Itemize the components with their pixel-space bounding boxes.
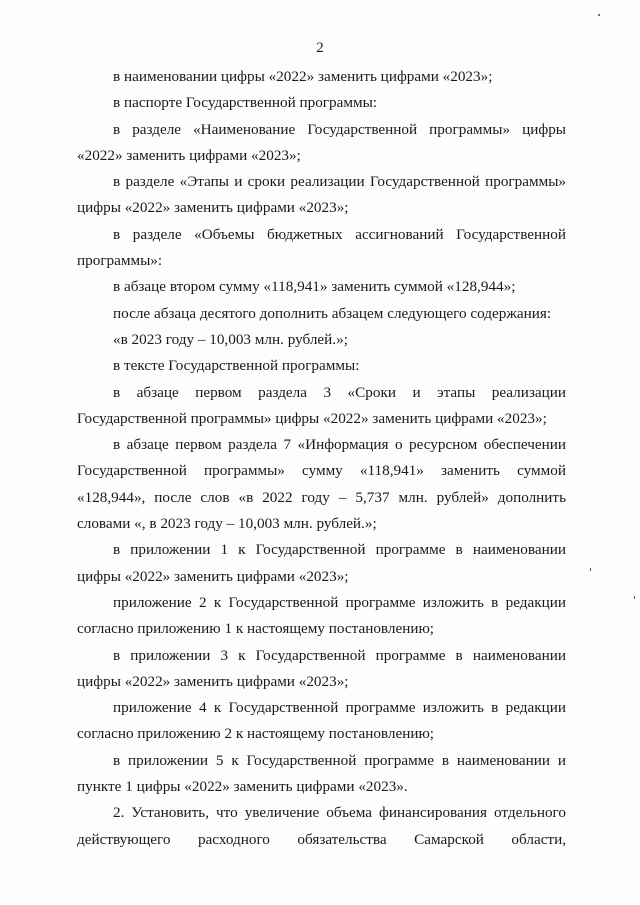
paragraph-4: в разделе «Этапы и сроки реализации Государственной программы» цифры «2022» заменить цифрами «2023»; — [77, 173, 566, 217]
paragraph-16: в приложении 5 к Государственной программе в наименовании и пункте 1 цифры «2022» заменить цифрами «2023». — [77, 751, 566, 796]
paragraph-1: в наименовании цифры «2022» заменить цифрами «2023»; — [113, 68, 493, 85]
scan-speck — [590, 568, 591, 571]
paragraph-15: приложение 4 к Государственной программе изложить в редакции согласно приложению 2 к настоящему постановлению; — [77, 699, 566, 743]
paragraph-12: в приложении 1 к Государственной программе в наименовании цифры «2022» заменить цифрами «2023»; — [77, 541, 566, 585]
paragraph-11: в абзаце первом раздела 7 «Информация о ресурсном обеспечении Государственной программы» сумму «118,941» заменить суммой «128,944», после слов «в 2022 году – 5,737 млн. рублей» дополнить словами «, в 2023 году – 10,003 млн. рублей.»; — [77, 436, 566, 533]
paragraph-9: в тексте Государственной программы: — [113, 357, 360, 375]
paragraph-17: 2. Установить, что увеличение объема финансирования отдельного действующего расходного обязательства Самарской области, — [77, 804, 566, 848]
paragraph-14: в приложении 3 к Государственной программе в наименовании цифры «2022» заменить цифрами «2023»; — [77, 646, 566, 690]
page-number: 2 — [316, 40, 324, 56]
scan-speck — [598, 14, 600, 16]
scan-speck — [634, 596, 635, 599]
document-body — [77, 64, 566, 853]
paragraph-2: в паспорте Государственной программы: — [113, 94, 378, 112]
paragraph-3: в разделе «Наименование Государственной программы» цифры «2022» заменить цифрами «2023»; — [77, 120, 566, 164]
paragraph-13: приложение 2 к Государственной программе изложить в редакции согласно приложению 1 к настоящему постановлению; — [77, 593, 566, 638]
paragraph-8: «в 2023 году – 10,003 млн. рублей.»; — [113, 330, 348, 348]
paragraph-7: после абзаца десятого дополнить абзацем следующего содержания: — [113, 304, 552, 322]
paragraph-6: в абзаце втором сумму «118,941» заменить суммой «128,944»; — [113, 278, 516, 296]
paragraph-10: в абзаце первом раздела 3 «Сроки и этапы реализации Государственной программы» цифры «2022» заменить цифрами «2023»; — [77, 383, 566, 427]
paragraph-5: в разделе «Объемы бюджетных ассигнований Государственной программы»: — [77, 225, 566, 270]
